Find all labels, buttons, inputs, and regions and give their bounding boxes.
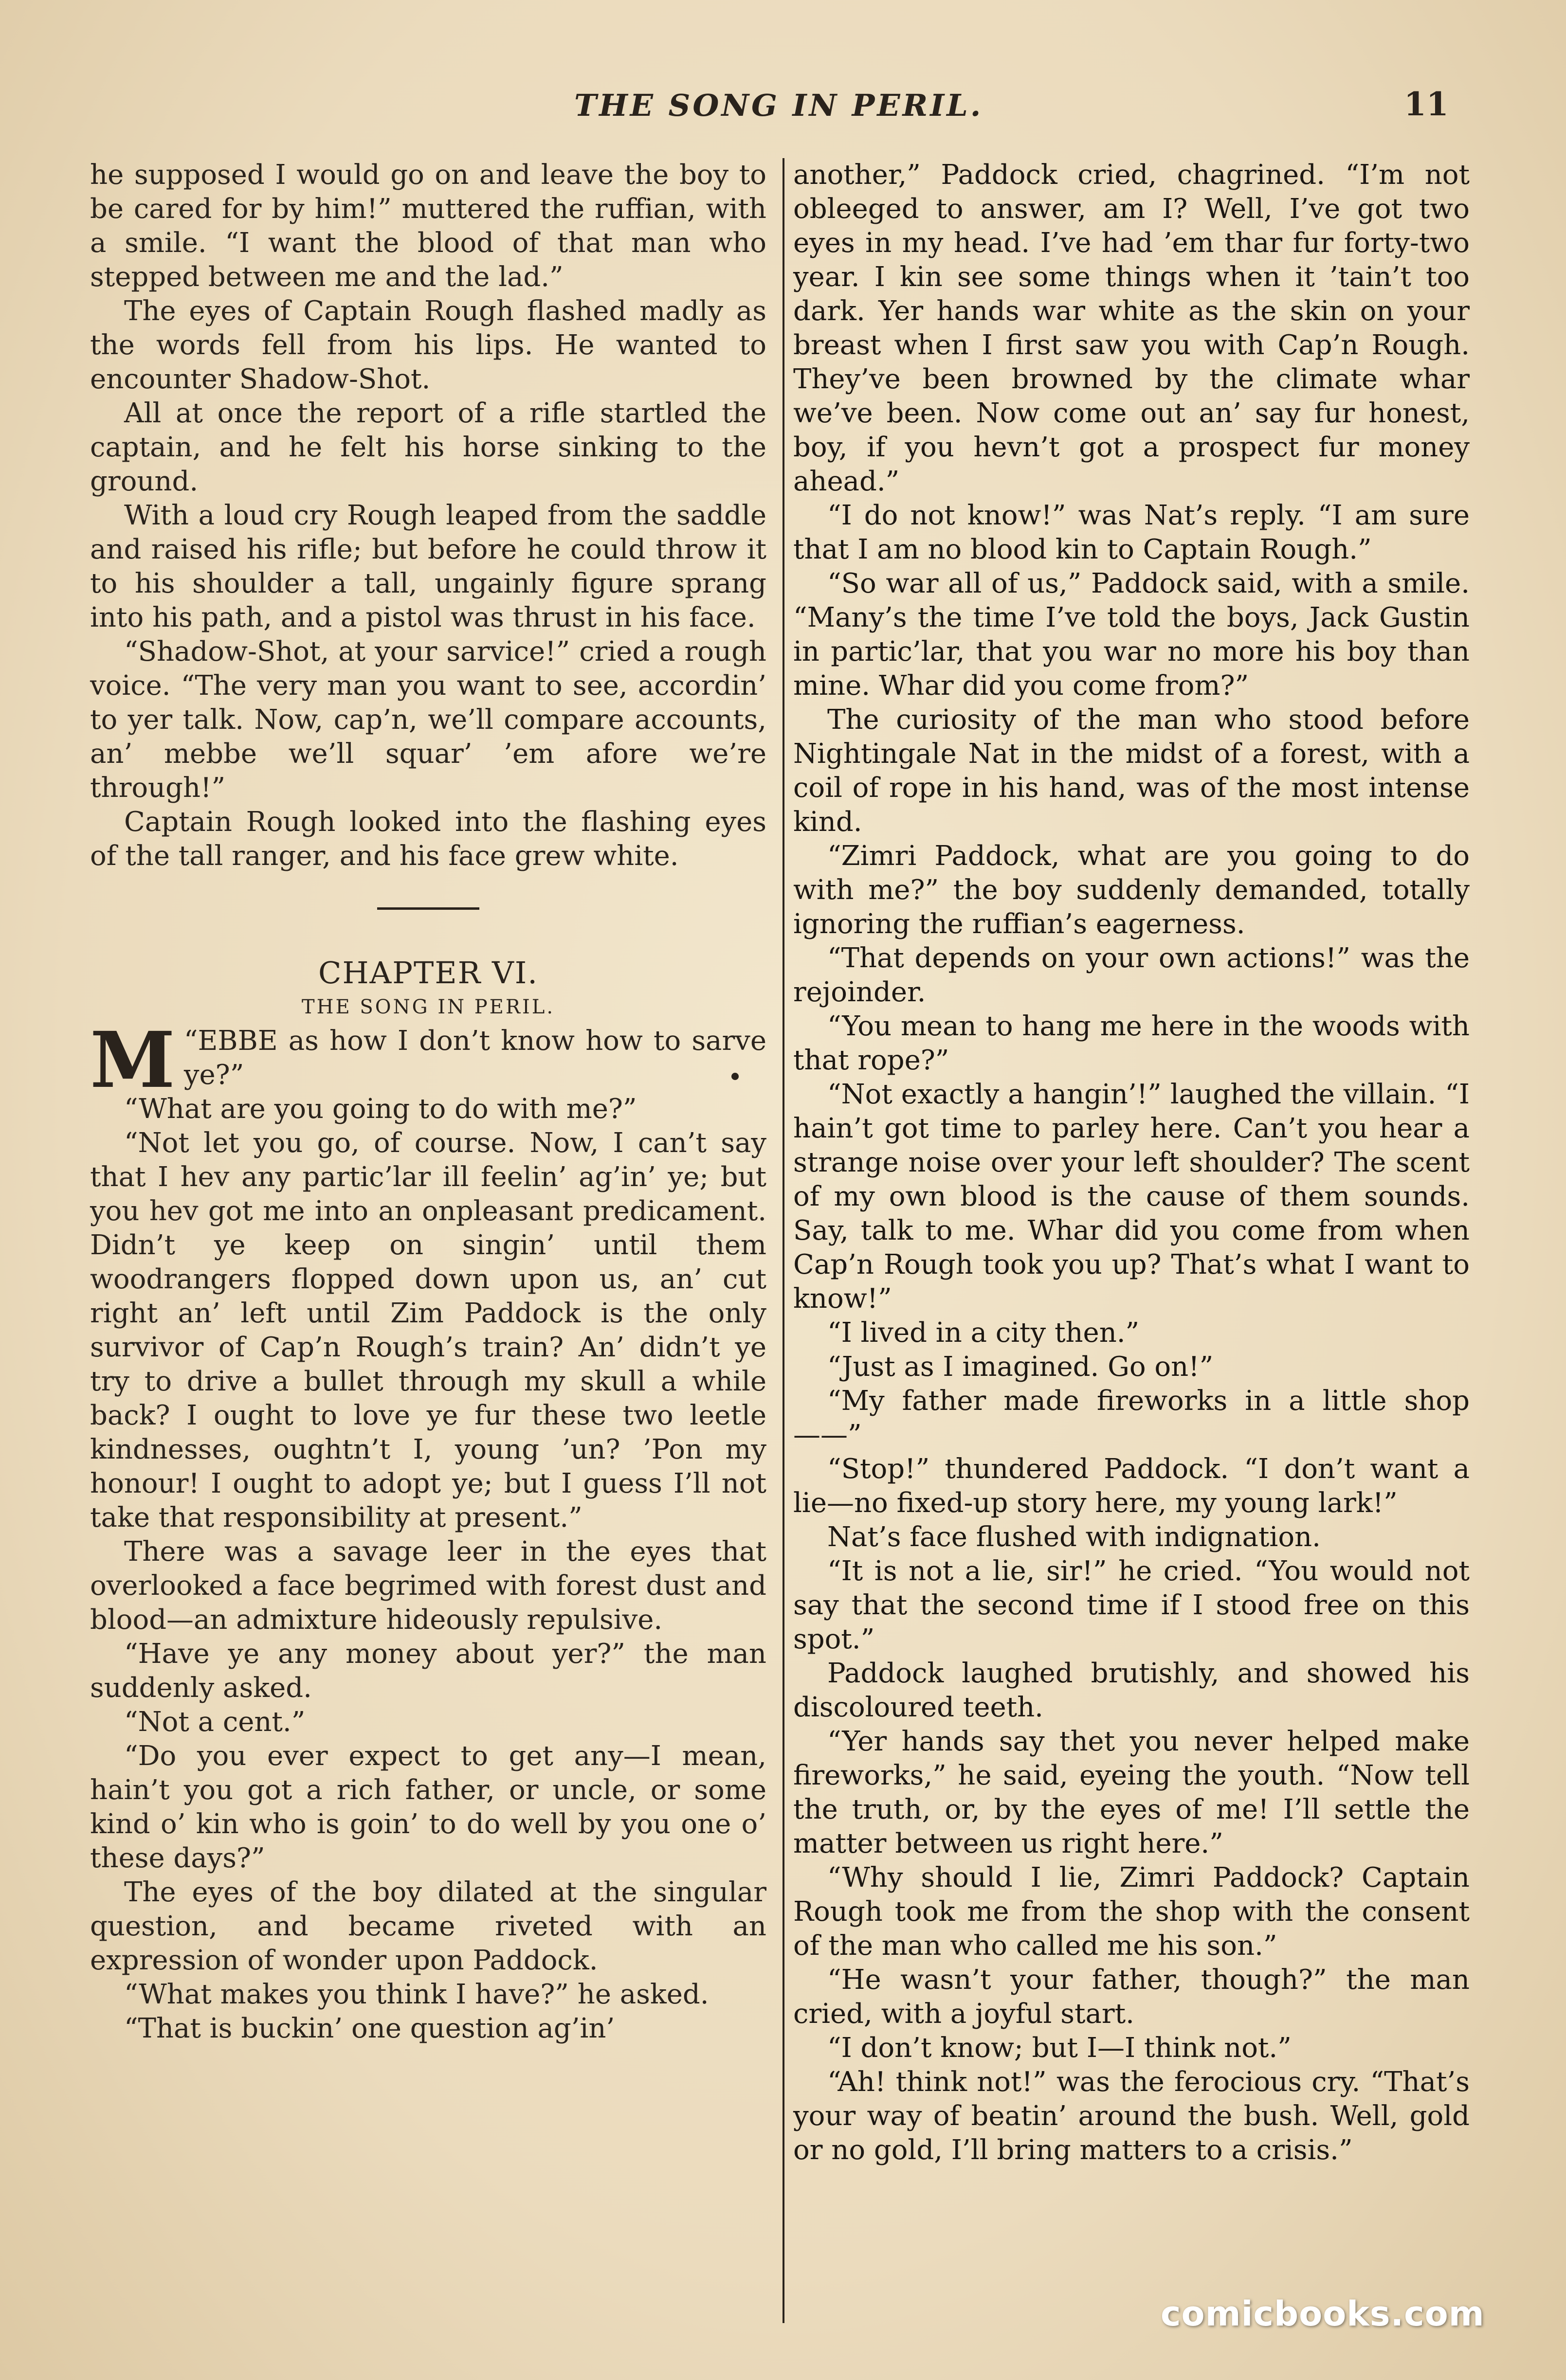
paragraph: With a loud cry Rough leaped from the saddle and raised his rifle; but before he could throw it to his shoulder a tall, ungainly figure sprang into his path, and a pistol was thrust in his face. — [90, 500, 766, 633]
paragraph: The curiosity of the man who stood before Nightingale Nat in the midst of a forest, with a coil of rope in his hand, was of the most intense kind. — [793, 704, 1470, 838]
chapter-title: CHAPTER VI. — [318, 955, 538, 991]
paragraph: “Why should I lie, Zimri Paddock? Captain Rough took me from the shop with the consent of the man who called me his son.” — [793, 1862, 1470, 1962]
paragraph: “Zimri Paddock, what are you going to do with me?” the boy suddenly demanded, totally ignoring the ruffian’s eagerness. — [793, 840, 1470, 940]
paragraph: “Stop!” thundered Paddock. “I don’t want a lie—no fixed-up story here, my young lark!” — [793, 1453, 1470, 1519]
paragraph: “Yer hands say thet you never helped make fireworks,” he said, eyeing the youth. “Now tell the truth, or, by the eyes of me! I’ll settle the matter between us right here.” — [793, 1726, 1470, 1859]
paragraph: “What are you going to do with me?” — [124, 1093, 637, 1125]
right-column-paragraphs — [793, 158, 1470, 2167]
ink-speck — [731, 1073, 739, 1080]
section-rule — [377, 907, 479, 910]
paragraph: another,” Paddock cried, chagrined. “I’m not obleeged to answer, am I? Well, I’ve got two eyes in my head. I’ve had ’em thar fur forty-two year. I kin see some things when it ’tain’t too dark. Yer hands war white as the skin on your breast when I first saw you with Cap’n Rough. They’ve been browned by the climate whar we’ve been. Now come out an’ say fur honest, boy, if you hevn’t got a prospect fur money ahead.” — [793, 159, 1470, 497]
paragraph: The eyes of Captain Rough flashed madly as the words fell from his lips. He wanted to encounter Shadow-Shot. — [90, 295, 766, 395]
paragraph: “Do you ever expect to get any—I mean, hain’t you got a rich father, or uncle, or some kind o’ kin who is goin’ to do well by you one o’ these days?” — [90, 1740, 766, 1874]
paragraph: “Have ye any money about yer?” the man suddenly asked. — [90, 1638, 766, 1704]
paragraph: “I do not know!” was Nat’s reply. “I am sure that I am no blood kin to Captain Rough.” — [793, 500, 1470, 565]
left-column — [90, 158, 766, 2046]
paragraph: “It is not a lie, sir!” he cried. “You would not say that the second time if I stood free on this spot.” — [793, 1555, 1470, 1655]
paragraph: Paddock laughed brutishly, and showed his discoloured teeth. — [793, 1658, 1470, 1723]
first-paragraph-text: EBBE as how I don’t know how to sarve ye?” — [183, 1025, 766, 1091]
chapter-first-paragraph — [90, 1015, 766, 1105]
paragraph: “So war all of us,” Paddock said, with a smile. “Many’s the time I’ve told the boys, Jack Gustin in partic’lar, that you war no more his boy than mine. Whar did you come from?” — [793, 568, 1470, 702]
paragraph: “I lived in a city then.” — [827, 1317, 1140, 1349]
paragraph: “Ah! think not!” was the ferocious cry. “That’s your way of beatin’ around the bush. Well, gold or no gold, I’ll bring matters to a crisis.” — [793, 2066, 1470, 2166]
paragraph: “You mean to hang me here in the woods with that rope?” — [793, 1010, 1470, 1076]
paragraph: All at once the report of a rifle startled the captain, and he felt his horse sinking to the ground. — [90, 397, 766, 497]
paragraph: “I don’t know; but I—I think not.” — [827, 2032, 1292, 2064]
opening-quote: “ — [183, 1025, 198, 1057]
paragraph: “That depends on your own actions!” was the rejoinder. — [793, 942, 1470, 1008]
site-watermark: comicbooks.com — [1161, 2294, 1485, 2334]
paragraph: “Just as I imagined. Go on!” — [827, 1351, 1214, 1383]
running-header: THE SONG IN PERIL. — [574, 88, 983, 123]
paragraph: “What makes you think I have?” he asked. — [124, 1979, 709, 2010]
left-column-chapter-paragraphs — [90, 1092, 766, 2046]
left-column-opening-paragraphs — [90, 158, 766, 873]
paragraph: “My father made fireworks in a little shop——” — [793, 1385, 1470, 1451]
chapter-subtitle: THE SONG IN PERIL. — [301, 996, 555, 1018]
right-column — [793, 158, 1470, 2167]
paragraph: “Not exactly a hangin’!” laughed the villain. “I hain’t got time to parley here. Can’t you hear a strange noise over your left shoulder? The scent of my own blood is the cause of them sounds. Say, talk to me. Whar did you come from when Cap’n Rough took you up? That’s what I want to know!” — [793, 1079, 1470, 1315]
paragraph: Nat’s face flushed with indignation. — [827, 1521, 1321, 1553]
paragraph: The eyes of the boy dilated at the singular question, and became riveted with an expression of wonder upon Paddock. — [90, 1876, 766, 1976]
paragraph: “Not a cent.” — [124, 1706, 306, 1738]
paragraph: Captain Rough looked into the flashing eyes of the tall ranger, and his face grew white. — [90, 806, 766, 872]
paragraph: There was a savage leer in the eyes that overlooked a face begrimed with forest dust and blood—an admixture hideously repulsive. — [90, 1536, 766, 1636]
column-divider — [783, 158, 784, 2323]
paragraph: “Shadow-Shot, at your sarvice!” cried a rough voice. “The very man you want to see, accordin’ to yer talk. Now, cap’n, we’ll compare accounts, an’ mebbe we’ll squar’ ’em afore we’re through!” — [90, 636, 766, 804]
paragraph: “He wasn’t your father, though?” the man cried, with a joyful start. — [793, 1964, 1470, 2030]
page-number: 11 — [1404, 85, 1449, 123]
paragraph: he supposed I would go on and leave the boy to be cared for by him!” muttered the ruffian, with a smile. “I want the blood of that man who stepped between me and the lad.” — [90, 159, 766, 293]
paragraph: “That is buckin’ one question ag’in’ — [124, 2013, 615, 2044]
paragraph: “Not let you go, of course. Now, I can’t say that I hev any partic’lar ill feelin’ ag’in’ ye; but you hev got me into an onpleasant predicament. Didn’t ye keep on singin’ until them woodrangers flopped down upon us, an’ cut right an’ left until Zim Paddock is the only survivor of Cap’n Rough’s train? An’ didn’t ye try to drive a bullet through my skull a while back? I ought to love ye fur these two leetle kindnesses, oughtn’t I, young ’un? ’Pon my honour! I ought to adopt ye; but I guess I’ll not take that responsibility at present.” — [90, 1127, 766, 1533]
drop-cap-letter: M — [90, 1015, 175, 1105]
